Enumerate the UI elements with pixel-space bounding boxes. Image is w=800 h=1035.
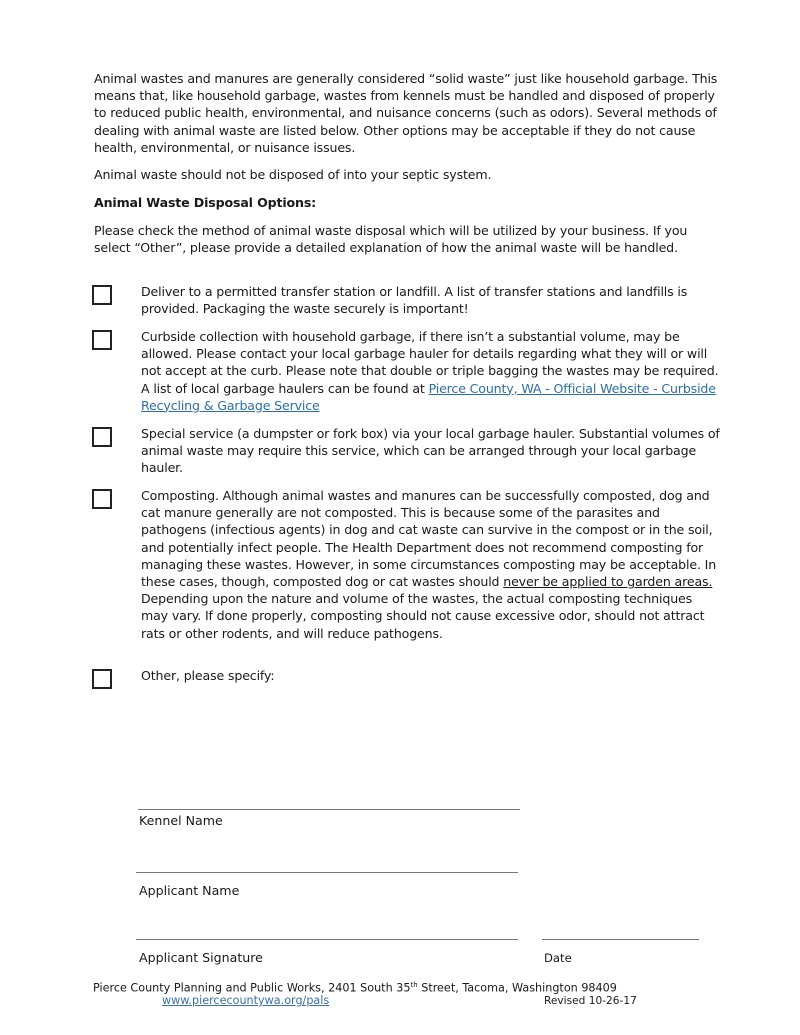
curbside-service-link[interactable]: Pierce County, WA - Official Website - Curbside Recycling & Garbage Service [141,380,716,413]
garden-warning: never be applied to garden areas. [503,574,713,590]
composting-text-end: Depending upon the nature and volume of the wastes, the actual composting techniques may vary. If done properly, composting should not cause excessive odor, should not attract rats or other rodents, and will reduce pathogens. [141,591,705,641]
footer-website [162,994,329,1008]
checkbox-other[interactable] [92,669,112,689]
instructions: Please check the method of animal waste disposal which will be utilized by your business. If you select “Other”, please provide a detailed explanation of how the animal waste will be handled. [94,223,688,256]
address-text-end: Street, Tacoma, Washington 98409 [417,981,617,995]
option-text-body: Curbside collection with household garbage, if there isn’t a substantial volume, may be allowed. Please contact your local garbage hauler for details regarding what they will or will not accept at the curb. Please note that double or triple bagging the wastes may be required. A list of local garbage haulers can be found at [141,329,719,396]
applicant-signature-label: Applicant Signature [139,950,263,965]
checkbox-transfer-station[interactable] [92,285,112,305]
kennel-name-label: Kennel Name [139,813,223,828]
option-text [141,328,721,414]
checkbox-composting[interactable] [92,489,112,509]
intro-paragraph: Animal wastes and manures are generally considered “solid waste” just like household garbage. This means that, like household garbage, wastes from kennels must be handled and disposed of properly to reduced public health, environmental, and nuisance concerns (such as odors). Several methods of dealing with animal waste are listed below. Other options may be acceptable if they do not cause health, environmental, or nuisance issues. [94,71,718,155]
applicant-name-line[interactable] [136,872,518,873]
kennel-name-line[interactable] [138,809,520,810]
composting-text: Composting. Although animal wastes and manures can be successfully composted, dog and cat manure generally are not composted. This is because some of the parasites and pathogens (infectious agents) in dog and cat waste can survive in the compost or in the soil, and potentially infect people. The Health Department does not recommend composting for managing these wastes. However, in some circumstances composting may be acceptable. In these cases, though, composted dog or cat wastes should [141,488,717,590]
date-line[interactable] [542,939,699,940]
date-label: Date [544,951,572,965]
option-text [141,487,721,642]
applicant-name-label: Applicant Name [139,883,240,898]
section-heading: Animal Waste Disposal Options: [94,195,317,210]
option-text: Special service (a dumpster or fork box) via your local garbage hauler. Substantial volumes of animal waste may require this service, which can be arranged through your local garbage hauler. [141,426,720,476]
checkbox-curbside[interactable] [92,330,112,350]
option-text: Other, please specify: [141,668,275,683]
address-sup: th [410,981,418,989]
septic-warning: Animal waste should not be disposed of into your septic system. [94,167,492,182]
revised-date: Revised 10-26-17 [544,995,637,1007]
applicant-signature-line[interactable] [136,939,518,940]
option-text: Deliver to a permitted transfer station or landfill. A list of transfer stations and landfills is provided. Packaging the waste securely is important! [141,284,688,317]
website-link[interactable]: www.piercecountywa.org/pals [162,994,330,1007]
checkbox-special-service[interactable] [92,427,112,447]
address-text: Pierce County Planning and Public Works, 2401 South 35 [93,981,411,995]
